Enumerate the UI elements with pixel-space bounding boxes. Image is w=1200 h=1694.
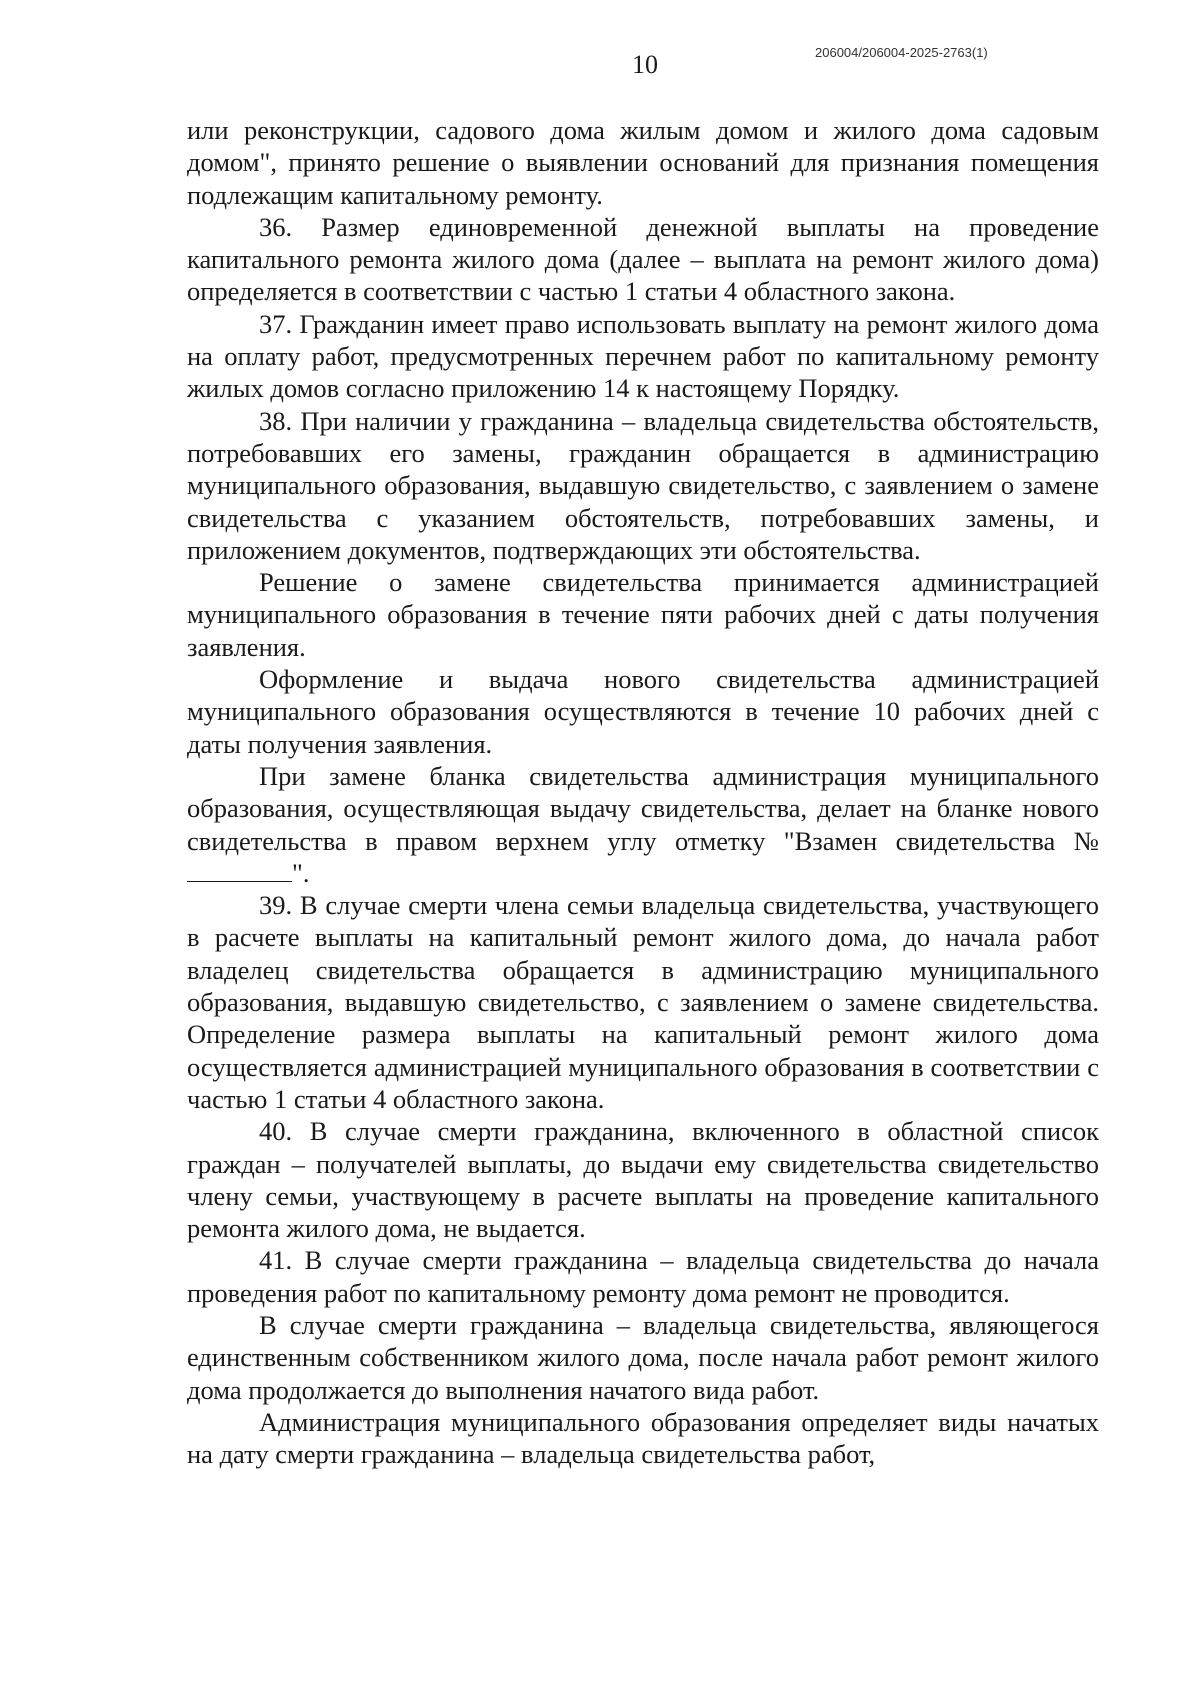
document-body — [187, 114, 1099, 1470]
paragraph-sole-owner-case: В случае смерти гражданина – владельца свидетельства, являющегося единственным собственником жилого дома, после начала работ ремонт жилого дома продолжается до выполнения начатого вида работ. — [187, 1309, 1099, 1405]
paragraph-new-certificate-issue: Оформление и выдача нового свидетельства администрацией муниципального образования осуществляются в течение 10 рабочих дней с даты получения заявления. — [187, 664, 1099, 759]
certificate-number-blank — [187, 859, 292, 882]
closing-quote: ". — [292, 857, 310, 888]
paragraph-blank-replacement — [187, 760, 1099, 889]
page-number: 10 — [632, 50, 658, 79]
paragraph-blank-replacement-text: При замене бланка свидетельства администрация муниципального образования, осуществляющая выдачу свидетельства, делает на бланке нового свидетельства в правом верхнем углу отметку "Взамен свидетельства № — [187, 760, 1099, 856]
paragraph-item-39: 39. В случае смерти члена семьи владельца свидетельства, участвующего в расчете выплаты на капитальный ремонт жилого дома, до начала работ владелец свидетельства обращается в администрацию муниципального образования, выдавшую свидетельство, с заявлением о замене свидетельства. Определение размера выплаты на капитальный ремонт жилого дома осуществляется администрацией муниципального образования в соответствии с частью 1 статьи 4 областного закона. — [187, 890, 1099, 1114]
paragraph-replacement-decision: Решение о замене свидетельства принимается администрацией муниципального образования в течение пяти рабочих дней с даты получения заявления. — [187, 567, 1099, 662]
paragraph-administration-determines: Администрация муниципального образования определяет виды начатых на дату смерти гражданина – владельца свидетельства работ, — [187, 1406, 1099, 1470]
document-registration-number: 206004/206004-2025-2763(1) — [815, 45, 988, 60]
paragraph-continuation: или реконструкции, садового дома жилым домом и жилого дома садовым домом", принято решение о выявлении оснований для признания помещения подлежащим капитальному ремонту. — [187, 115, 1099, 210]
paragraph-item-41: 41. В случае смерти гражданина – владельца свидетельства до начала проведения работ по капитальному ремонту дома ремонт не проводится. — [187, 1245, 1099, 1308]
paragraph-item-37: 37. Гражданин имеет право использовать выплату на ремонт жилого дома на оплату работ, предусмотренных перечнем работ по капитальному ремонту жилых домов согласно приложению 14 к настоящему Порядку. — [187, 308, 1099, 404]
paragraph-item-40: 40. В случае смерти гражданина, включенного в областной список граждан – получателей выплаты, до выдачи ему свидетельства свидетельство члену семьи, участвующему в расчете выплаты на проведение капитального ремонта жилого дома, не выдается. — [187, 1116, 1099, 1244]
paragraph-item-36: 36. Размер единовременной денежной выплаты на проведение капитального ремонта жилого дома (далее – выплата на ремонт жилого дома) определяется в соответствии с частью 1 статьи 4 областного закона. — [187, 211, 1099, 307]
paragraph-item-38: 38. При наличии у гражданина – владельца свидетельства обстоятельств, потребовавших его замены, гражданин обращается в администрацию муниципального образования, выдавшую свидетельство, с заявлением о замене свидетельства с указанием обстоятельств, потребовавших замены, и приложением документов, подтверждающих эти обстоятельства. — [187, 405, 1099, 565]
